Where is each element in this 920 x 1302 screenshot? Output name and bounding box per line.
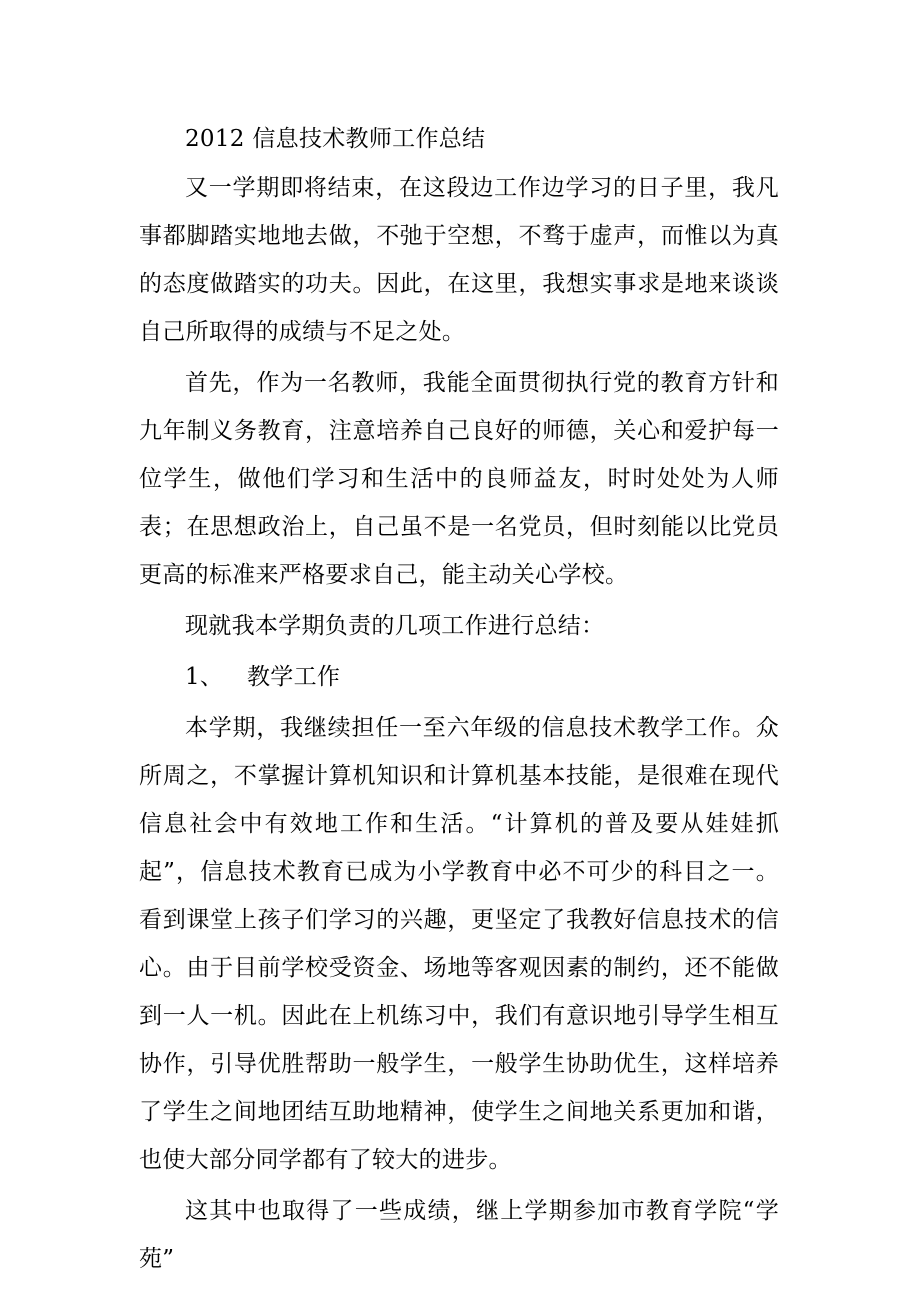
paragraph-summary-lead: 现就我本学期负责的几项工作进行总结： — [185, 613, 605, 639]
section-number: 1、 — [185, 664, 224, 690]
paragraph-teaching-work: 本学期，我继续担任一至六年级的信息技术教学工作。众所周之，不掌握计算机知识和计算机基本技能，是很难在现代信息社会中有效地工作和生活。“计算机的普及要从娃娃抓起”，信息技术教育已成为小学教育中必不可少的科目之一。看到课堂上孩子们学习的兴趣，更坚定了我教好信息技术的信心。由于目前学校受资金、场地等客观因素的制约，还不能做到一人一机。因此在上机练习中，我们有意识地引导学生相互协作，引导优胜帮助一般学生，一般学生协助优生，这样培养了学生之间地团结互助地精神，使学生之间地关系更加和谐，也使大部分同学都有了较大的进步。 — [139, 715, 779, 1173]
section-heading-teaching — [139, 653, 779, 701]
document-title: 2012 信息技术教师工作总结 — [185, 126, 486, 152]
paragraph-intro: 又一学期即将结束，在这段边工作边学习的日子里，我凡事都脚踏实地地去做，不弛于空想，不骛于虚声，而惟以为真的态度做踏实的功夫。因此，在这里，我想实事求是地来谈谈自己所取得的成绩与不足之处。 — [139, 175, 779, 345]
paragraph-achievements: 这其中也取得了一些成绩，继上学期参加市教育学院“学苑” — [139, 1198, 779, 1272]
document-body — [139, 118, 779, 1283]
paragraph-teacher-ethics: 首先，作为一名教师，我能全面贯彻执行党的教育方针和九年制义务教育，注意培养自己良好的师德，关心和爱护每一位学生，做他们学习和生活中的良师益友，时时处处为人师表；在思想政治上，自己虽不是一名党员，但时刻能以比党员更高的标准来严格要求自己，能主动关心学校。 — [139, 370, 779, 588]
section-title: 教学工作 — [247, 664, 341, 690]
